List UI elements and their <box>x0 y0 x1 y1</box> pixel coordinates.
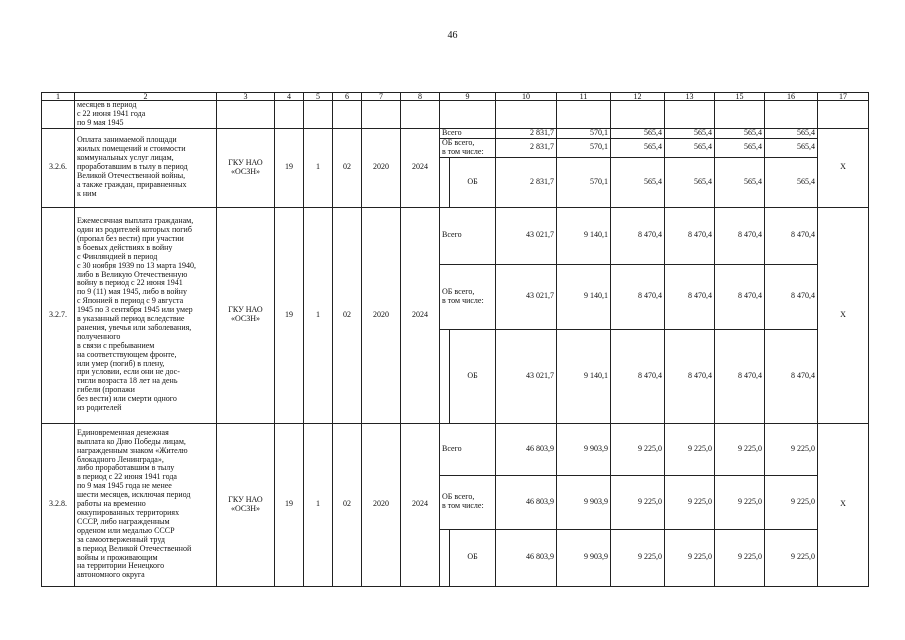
text-line: «ОСЗН» <box>231 314 260 324</box>
indent-spacer <box>440 157 450 207</box>
funding-source-label <box>440 207 496 264</box>
funding-amount: 9 903,9 <box>557 475 611 529</box>
text-line: в период Великой Отечественной <box>77 543 192 553</box>
empty-cell <box>42 101 75 129</box>
empty-cell <box>765 101 818 129</box>
continuation-row <box>42 101 869 129</box>
code-cell: 19 <box>275 128 304 207</box>
funding-source-label <box>450 157 496 207</box>
empty-cell <box>333 101 362 129</box>
funding-source-label <box>440 475 496 529</box>
text-line: а также граждан, приравненных <box>77 179 187 189</box>
text-line: проработавшим в тылу в период <box>77 162 188 172</box>
column-number: 8 <box>401 93 440 101</box>
funding-amount: 570,1 <box>557 157 611 207</box>
column-number: 6 <box>333 93 362 101</box>
empty-cell <box>275 101 304 129</box>
code-cell: 1 <box>304 423 333 586</box>
text-line: ОБ всего, <box>442 286 475 296</box>
funding-source-label <box>440 128 496 138</box>
code-cell: 02 <box>333 207 362 423</box>
text-line: тигли возраста 18 лет на день <box>77 376 178 386</box>
text-line: автономного округа <box>77 570 145 580</box>
funding-amount: 8 470,4 <box>665 264 715 329</box>
text-line: СССР, либо награжденным <box>77 516 170 526</box>
text-line: войну в период с 22 июня 1941 <box>77 278 183 288</box>
empty-cell <box>715 101 765 129</box>
text-line: из родителей <box>77 403 122 413</box>
text-line: Всего <box>442 230 462 240</box>
text-line: ОБ <box>467 370 478 380</box>
text-line: к ним <box>77 188 97 198</box>
funding-amount: 46 803,9 <box>496 529 557 586</box>
empty-cell <box>665 101 715 129</box>
text-line: выплата ко Дню Победы лицам, <box>77 436 186 446</box>
funding-amount: 565,4 <box>611 128 665 138</box>
text-line: один из родителей которых погиб <box>77 224 192 234</box>
table-row <box>42 207 869 264</box>
empty-cell <box>401 101 440 129</box>
program-table <box>41 92 869 587</box>
header-row <box>42 93 869 101</box>
text-line: 1945 по 3 сентября 1945 или умер <box>77 305 193 315</box>
table-body <box>42 93 869 587</box>
empty-cell <box>818 101 869 129</box>
text-line: или умер (погиб) в плену, <box>77 358 165 368</box>
column-number: 2 <box>75 93 217 101</box>
funding-amount: 43 021,7 <box>496 329 557 423</box>
text-line: ГКУ НАО <box>228 494 263 504</box>
text-line: на соответствующем фронте, <box>77 349 177 359</box>
text-line: работы на временно <box>77 499 146 509</box>
funding-amount: 2 831,7 <box>496 138 557 157</box>
funding-amount: 8 470,4 <box>715 207 765 264</box>
text-line: оккупированных территориях <box>77 507 180 517</box>
text-line: с Японией в период с 9 августа <box>77 296 184 306</box>
empty-cell <box>217 101 275 129</box>
not-applicable-mark: X <box>818 128 869 207</box>
funding-amount: 8 470,4 <box>765 329 818 423</box>
funding-amount: 8 470,4 <box>715 329 765 423</box>
text-line: ОБ <box>467 552 478 562</box>
text-line: с 30 ноября 1939 по 13 марта 1940, <box>77 260 196 270</box>
measure-description <box>75 128 217 207</box>
text-line: блокадного Ленинграда», <box>77 454 164 464</box>
funding-amount: 43 021,7 <box>496 264 557 329</box>
empty-cell <box>304 101 333 129</box>
funding-amount: 9 140,1 <box>557 329 611 423</box>
code-cell: 19 <box>275 423 304 586</box>
measure-description <box>75 207 217 423</box>
text-line: ОБ <box>467 176 478 186</box>
column-number: 17 <box>818 93 869 101</box>
funding-amount: 565,4 <box>665 157 715 207</box>
empty-cell <box>362 101 401 129</box>
text-line: ОБ всего, <box>442 492 475 502</box>
funding-amount: 2 831,7 <box>496 157 557 207</box>
funding-amount: 565,4 <box>665 138 715 157</box>
code-cell: 2020 <box>362 207 401 423</box>
funding-amount: 46 803,9 <box>496 475 557 529</box>
funding-source-label <box>440 138 496 157</box>
funding-amount: 9 225,0 <box>665 529 715 586</box>
text-line: в том числе: <box>442 295 484 305</box>
measure-description <box>75 423 217 586</box>
funding-amount: 565,4 <box>665 128 715 138</box>
empty-cell <box>557 101 611 129</box>
column-number: 3 <box>217 93 275 101</box>
text-line: Великой Отечественной войны, <box>77 171 186 181</box>
funding-amount: 8 470,4 <box>611 207 665 264</box>
funding-amount: 2 831,7 <box>496 128 557 138</box>
column-number: 5 <box>304 93 333 101</box>
funding-amount: 9 140,1 <box>557 207 611 264</box>
text-line: в том числе: <box>442 146 484 156</box>
funding-amount: 8 470,4 <box>715 264 765 329</box>
code-cell: 2020 <box>362 423 401 586</box>
funding-amount: 570,1 <box>557 138 611 157</box>
code-cell: 2020 <box>362 128 401 207</box>
empty-cell <box>496 101 557 129</box>
code-cell: 2024 <box>401 423 440 586</box>
funding-amount: 9 225,0 <box>715 475 765 529</box>
text-line: «ОСЗН» <box>231 166 260 176</box>
empty-cell <box>440 101 496 129</box>
funding-amount: 9 225,0 <box>715 529 765 586</box>
text-line: в период с 22 июня 1941 года <box>77 472 177 482</box>
funding-source-label <box>450 329 496 423</box>
code-cell: 1 <box>304 128 333 207</box>
column-number: 4 <box>275 93 304 101</box>
text-line: по 9 мая 1945 года не менее <box>77 481 172 491</box>
funding-amount: 9 225,0 <box>715 423 765 475</box>
funding-amount: 9 225,0 <box>611 475 665 529</box>
table-row <box>42 128 869 138</box>
funding-amount: 9 225,0 <box>765 475 818 529</box>
text-line: Ежемесячная выплата гражданам, <box>77 216 194 226</box>
funding-amount: 43 021,7 <box>496 207 557 264</box>
text-line: ГКУ НАО <box>228 305 263 315</box>
funding-source-label <box>450 529 496 586</box>
text-line: Всего <box>442 443 462 453</box>
text-line: при условии, если они не дос- <box>77 367 180 377</box>
text-line: войны и проживающим <box>77 552 158 562</box>
funding-amount: 8 470,4 <box>765 207 818 264</box>
funding-amount: 570,1 <box>557 128 611 138</box>
text-line: в боевых действиях в войну <box>77 242 173 252</box>
funding-amount: 9 225,0 <box>611 423 665 475</box>
funding-amount: 565,4 <box>611 157 665 207</box>
column-number: 13 <box>665 93 715 101</box>
indent-spacer <box>440 329 450 423</box>
funding-amount: 46 803,9 <box>496 423 557 475</box>
funding-amount: 565,4 <box>611 138 665 157</box>
text-line: полученного <box>77 331 121 341</box>
measure-number: 3.2.8. <box>42 423 75 586</box>
column-number: 10 <box>496 93 557 101</box>
text-line: по 9 мая 1945 <box>77 117 124 127</box>
text-line: орденом или медалью СССР <box>77 525 175 535</box>
code-cell: 02 <box>333 423 362 586</box>
responsible-organization <box>217 423 275 586</box>
text-line: по 9 (11) мая 1945, либо в войну <box>77 287 187 297</box>
funding-amount: 9 903,9 <box>557 423 611 475</box>
text-line: в указанный период вследствие <box>77 314 185 324</box>
responsible-organization <box>217 207 275 423</box>
text-line: месяцев в период <box>77 100 137 109</box>
funding-amount: 9 225,0 <box>765 529 818 586</box>
funding-amount: 9 225,0 <box>765 423 818 475</box>
text-line: награжденным знаком «Жителю <box>77 445 188 455</box>
column-number: 9 <box>440 93 496 101</box>
text-line: жилых помещений и стоимости <box>77 144 186 154</box>
page-number: 46 <box>447 30 458 41</box>
responsible-organization <box>217 128 275 207</box>
funding-amount: 9 225,0 <box>611 529 665 586</box>
indent-spacer <box>440 529 450 586</box>
column-number: 11 <box>557 93 611 101</box>
code-cell: 1 <box>304 207 333 423</box>
text-line: в связи с пребыванием <box>77 340 155 350</box>
measure-number: 3.2.7. <box>42 207 75 423</box>
text-line: Единовременная денежная <box>77 427 169 437</box>
code-cell: 19 <box>275 207 304 423</box>
continuation-text <box>75 101 217 129</box>
funding-amount: 565,4 <box>715 138 765 157</box>
funding-amount: 9 225,0 <box>665 423 715 475</box>
funding-amount: 8 470,4 <box>611 264 665 329</box>
text-line: с 22 июня 1941 года <box>77 108 146 118</box>
funding-amount: 8 470,4 <box>665 329 715 423</box>
text-line: за самоотверженный труд <box>77 534 165 544</box>
funding-amount: 8 470,4 <box>765 264 818 329</box>
column-number: 16 <box>765 93 818 101</box>
text-line: в том числе: <box>442 501 484 511</box>
text-line: шести месяцев, исключая период <box>77 490 191 500</box>
funding-amount: 565,4 <box>765 138 818 157</box>
text-line: с Финляндией в период <box>77 251 158 261</box>
text-line: (пропал без вести) при участии <box>77 233 184 243</box>
funding-source-label <box>440 423 496 475</box>
funding-amount: 9 903,9 <box>557 529 611 586</box>
text-line: «ОСЗН» <box>231 503 260 513</box>
text-line: коммунальных услуг лицам, <box>77 153 174 163</box>
code-cell: 02 <box>333 128 362 207</box>
column-number: 15 <box>715 93 765 101</box>
funding-amount: 565,4 <box>765 157 818 207</box>
text-line: без вести) или смерти одного <box>77 394 177 404</box>
funding-amount: 565,4 <box>715 157 765 207</box>
code-cell: 2024 <box>401 128 440 207</box>
column-number: 7 <box>362 93 401 101</box>
text-line: ГКУ НАО <box>228 157 263 167</box>
text-line: на территории Ненецкого <box>77 561 165 571</box>
funding-amount: 9 225,0 <box>665 475 715 529</box>
code-cell: 2024 <box>401 207 440 423</box>
not-applicable-mark: X <box>818 423 869 586</box>
text-line: Оплата занимаемой площади <box>77 135 177 145</box>
table-row <box>42 423 869 475</box>
text-line: ранения, увечья или заболевания, <box>77 322 192 332</box>
column-number: 1 <box>42 93 75 101</box>
measure-number: 3.2.6. <box>42 128 75 207</box>
funding-amount: 565,4 <box>765 128 818 138</box>
text-line: Всего <box>442 128 462 137</box>
funding-amount: 8 470,4 <box>611 329 665 423</box>
funding-amount: 565,4 <box>715 128 765 138</box>
funding-amount: 8 470,4 <box>665 207 715 264</box>
text-line: либо в Великую Отечественную <box>77 269 188 279</box>
text-line: либо проработавшим в тылу <box>77 463 175 473</box>
not-applicable-mark: X <box>818 207 869 423</box>
empty-cell <box>611 101 665 129</box>
funding-amount: 9 140,1 <box>557 264 611 329</box>
funding-source-label <box>440 264 496 329</box>
text-line: гибели (пропажи <box>77 385 135 395</box>
column-number: 12 <box>611 93 665 101</box>
text-line: ОБ всего, <box>442 138 475 147</box>
